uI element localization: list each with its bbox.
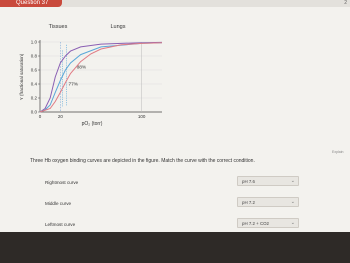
x-tick-label: 20 [57,114,63,119]
page-number: 2 [344,0,347,6]
condition-select-middle[interactable] [237,197,299,207]
y-tick-label: 0.4 [30,81,37,87]
row-label-rightmost: Rightmost curve [45,180,79,185]
chevron-down-icon: ⌄ [290,178,295,184]
x-axis-label: pO₂ (torr) [81,121,103,127]
x-tick-label: 100 [137,114,146,119]
condition-select-leftmost[interactable] [237,218,299,228]
row-label-middle: Middle curve [45,201,72,206]
y-tick-label: 0.0 [30,109,37,115]
y-tick-label: 0.2 [30,95,37,101]
oxygen-binding-chart [0,14,200,159]
curve-1 [40,42,162,112]
annotation-88: 88% [76,65,87,71]
select-value: pH 7.6 [242,179,255,184]
annotation-77: 77% [68,82,79,88]
region-label-tissues: Tissues [48,24,68,30]
curve-2 [40,43,162,112]
curve-3 [40,43,162,112]
y-axis-label: Y (fractional saturation) [19,53,24,101]
select-value: pH 7.2 + CO2 [242,221,269,226]
condition-select-rightmost[interactable] [237,176,299,186]
region-label-lungs: Lungs [110,24,126,30]
top-bar [0,0,350,7]
row-label-leftmost: Leftmost curve [45,222,76,227]
side-panel-text[interactable]: Explain [332,150,344,154]
question-tab[interactable]: Question 37 [0,0,62,7]
chevron-down-icon: ⌄ [290,220,295,226]
chevron-down-icon: ⌄ [290,199,295,205]
monitor-bezel [0,232,350,263]
question-text: Three Hb oxygen binding curves are depicted in the figure. Match the curve with the correct condition. [30,158,255,164]
select-value: pH 7.2 [242,200,255,205]
y-tick-label: 1.0 [30,39,37,45]
x-tick-label: 0 [38,114,42,119]
y-tick-label: 0.6 [30,67,37,73]
y-tick-label: 0.8 [30,53,37,59]
